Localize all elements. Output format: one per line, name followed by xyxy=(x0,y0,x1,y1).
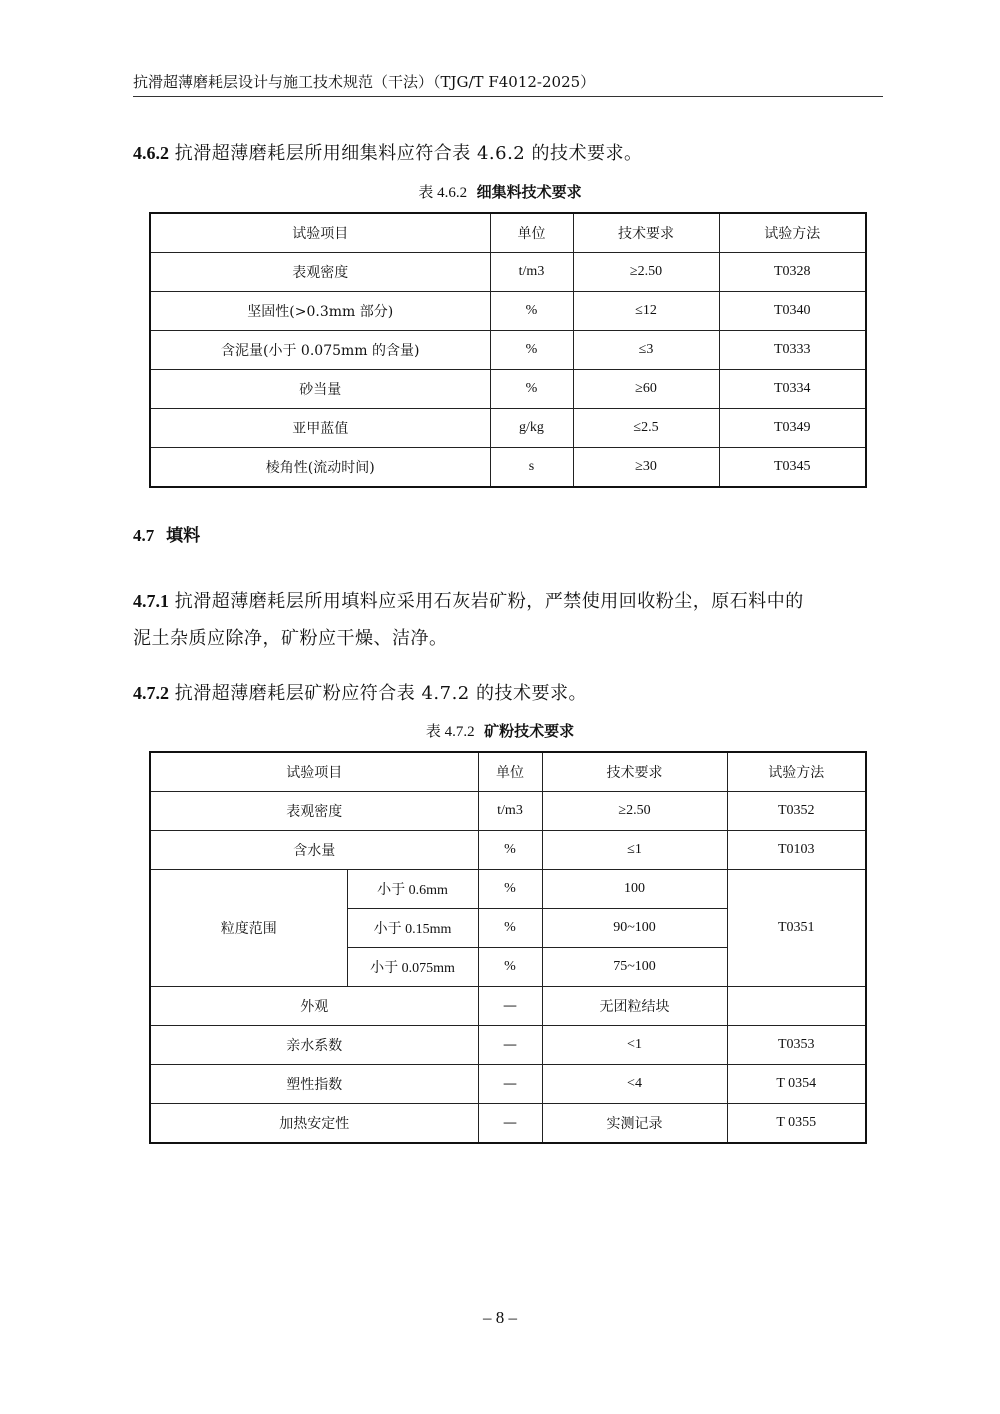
table-cell: T0351 xyxy=(727,870,866,987)
table-cell: % xyxy=(478,948,542,987)
header-cell: 试验方法 xyxy=(719,213,866,253)
clause-number: 4.7.1 xyxy=(133,591,169,611)
table-cell: 100 xyxy=(542,870,727,909)
table-cell: T0334 xyxy=(719,370,866,409)
table-cell: 亚甲蓝值 xyxy=(150,409,490,448)
table-row xyxy=(150,792,866,831)
table-cell: 小于 0.6mm xyxy=(347,870,478,909)
table-cell: ≥30 xyxy=(573,448,719,488)
table-cell: % xyxy=(478,870,542,909)
clause-number: 4.6.2 xyxy=(133,143,169,163)
table-cell: T0353 xyxy=(727,1026,866,1065)
table-number: 表 4.6.2 xyxy=(418,185,468,201)
page-header: 抗滑超薄磨耗层设计与施工技术规范（干法）（TJG/T F4012-2025） xyxy=(133,68,883,97)
clause-text: 抗滑超薄磨耗层所用细集料应符合表 4.6.2 的技术要求。 xyxy=(174,143,643,164)
table-cell: <4 xyxy=(542,1065,727,1104)
table-caption xyxy=(0,720,1000,743)
table-cell: 表观密度 xyxy=(150,253,490,292)
table-cell: 棱角性(流动时间) xyxy=(150,448,490,488)
table-cell: ≤12 xyxy=(573,292,719,331)
table-cell: 加热安定性 xyxy=(150,1104,478,1144)
table-cell: — xyxy=(478,987,542,1026)
table-cell: 塑性指数 xyxy=(150,1065,478,1104)
table-cell xyxy=(727,987,866,1026)
header-cell: 技术要求 xyxy=(542,752,727,792)
table-caption xyxy=(0,181,1000,204)
table-cell: T0340 xyxy=(719,292,866,331)
header-cell: 单位 xyxy=(490,213,573,253)
table-cell: <1 xyxy=(542,1026,727,1065)
table-cell: ≤2.5 xyxy=(573,409,719,448)
table-cell: ≥2.50 xyxy=(573,253,719,292)
table-cell: 75~100 xyxy=(542,948,727,987)
table-row xyxy=(150,331,866,370)
section-number: 4.7 xyxy=(133,526,155,545)
section-title: 填料 xyxy=(166,526,201,546)
table-cell: ≥2.50 xyxy=(542,792,727,831)
clause-4-7-2 xyxy=(133,676,883,711)
table-cell: % xyxy=(478,831,542,870)
table-cell: 砂当量 xyxy=(150,370,490,409)
table-cell: 坚固性(>0.3mm 部分) xyxy=(150,292,490,331)
table-row xyxy=(150,253,866,292)
table-row xyxy=(150,831,866,870)
table-cell: 实测记录 xyxy=(542,1104,727,1144)
table-cell: T0333 xyxy=(719,331,866,370)
table-cell: t/m3 xyxy=(490,253,573,292)
fine-aggregate-table xyxy=(149,212,867,488)
table-title: 细集料技术要求 xyxy=(476,183,582,201)
section-heading-4-7 xyxy=(133,524,200,548)
table-cell: T0103 xyxy=(727,831,866,870)
table-row xyxy=(150,370,866,409)
table-row xyxy=(150,870,866,909)
header-cell: 试验项目 xyxy=(150,752,478,792)
table-cell: 亲水系数 xyxy=(150,1026,478,1065)
table-cell: ≤1 xyxy=(542,831,727,870)
table-cell: 无团粒结块 xyxy=(542,987,727,1026)
clause-4-6-2 xyxy=(133,136,883,171)
table-cell: ≥60 xyxy=(573,370,719,409)
page-number: – 8 – xyxy=(483,1308,517,1327)
header-cell: 技术要求 xyxy=(573,213,719,253)
table-row xyxy=(150,1104,866,1144)
clause-4-7-1 xyxy=(133,584,883,619)
table-cell: 外观 xyxy=(150,987,478,1026)
clause-text: 抗滑超薄磨耗层矿粉应符合表 4.7.2 的技术要求。 xyxy=(174,683,587,704)
table-cell: 小于 0.075mm xyxy=(347,948,478,987)
table-row xyxy=(150,292,866,331)
table-row xyxy=(150,1065,866,1104)
table-cell: — xyxy=(478,1026,542,1065)
table-cell: t/m3 xyxy=(478,792,542,831)
table-cell: 小于 0.15mm xyxy=(347,909,478,948)
table-cell: 90~100 xyxy=(542,909,727,948)
clause-text: 抗滑超薄磨耗层所用填料应采用石灰岩矿粉，严禁使用回收粉尘，原石料中的 xyxy=(174,591,804,612)
table-cell: % xyxy=(490,292,573,331)
table-number: 表 4.7.2 xyxy=(425,724,475,740)
clause-text: 泥土杂质应除净，矿粉应干燥、洁净。 xyxy=(133,628,448,649)
table-cell: s xyxy=(490,448,573,488)
table-cell: % xyxy=(490,370,573,409)
table-cell: T0349 xyxy=(719,409,866,448)
header-cell: 单位 xyxy=(478,752,542,792)
table-cell: g/kg xyxy=(490,409,573,448)
table-cell: ≤3 xyxy=(573,331,719,370)
table-cell: T 0354 xyxy=(727,1065,866,1104)
table-row xyxy=(150,409,866,448)
table-cell: 粒度范围 xyxy=(150,870,347,987)
table-cell: 含水量 xyxy=(150,831,478,870)
header-cell: 试验方法 xyxy=(727,752,866,792)
header-cell: 试验项目 xyxy=(150,213,490,253)
table-row xyxy=(150,987,866,1026)
table-cell: — xyxy=(478,1104,542,1144)
table-cell: T0345 xyxy=(719,448,866,488)
table-cell: T 0355 xyxy=(727,1104,866,1144)
table-title: 矿粉技术要求 xyxy=(484,722,575,740)
table-row xyxy=(150,1026,866,1065)
table-cell: % xyxy=(490,331,573,370)
table-cell: 表观密度 xyxy=(150,792,478,831)
table-row xyxy=(150,448,866,488)
table-cell: 含泥量(小于 0.075mm 的含量) xyxy=(150,331,490,370)
clause-4-7-1-continued xyxy=(133,622,883,656)
table-header-row xyxy=(150,213,866,253)
table-cell: T0328 xyxy=(719,253,866,292)
table-header-row xyxy=(150,752,866,792)
table-cell: T0352 xyxy=(727,792,866,831)
mineral-powder-table xyxy=(149,751,867,1144)
clause-number: 4.7.2 xyxy=(133,683,169,703)
table-cell: — xyxy=(478,1065,542,1104)
table-cell: % xyxy=(478,909,542,948)
